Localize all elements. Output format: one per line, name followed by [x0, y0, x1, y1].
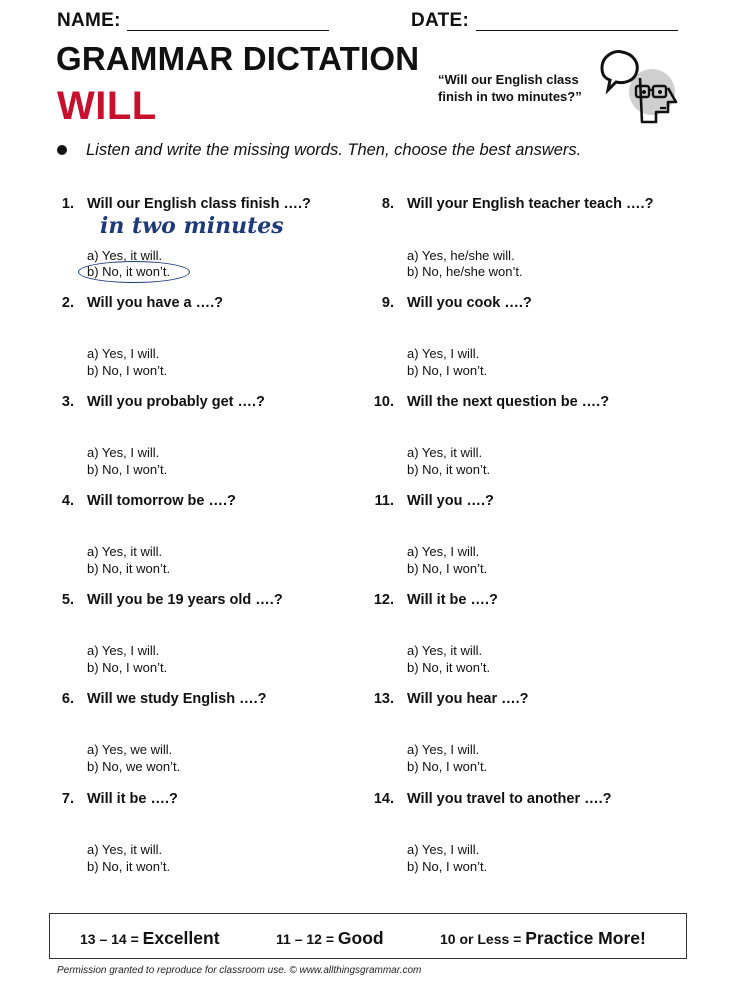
answer-option-a[interactable]: a) Yes, we will.	[87, 742, 173, 757]
score-range: 10 or Less =	[440, 931, 526, 947]
question-text: Will you ….?	[407, 493, 494, 509]
answer-option-b[interactable]: b) No, he/she won’t.	[407, 264, 523, 279]
question-text: Will it be ….?	[87, 791, 178, 807]
instruction-text: Listen and write the missing words. Then, choose the best answers.	[86, 141, 582, 159]
date-label: DATE:	[411, 10, 470, 31]
bullet-icon	[57, 145, 67, 155]
question-text: Will you probably get ….?	[87, 394, 265, 410]
answer-option-b[interactable]: b) No, it won’t.	[407, 462, 491, 477]
name-field[interactable]	[127, 10, 329, 31]
answer-option-a[interactable]: a) Yes, I will.	[407, 346, 480, 361]
question-text: Will our English class finish ….?	[87, 196, 311, 212]
score-label: Excellent	[142, 928, 220, 948]
question-text: Will you travel to another ….?	[407, 791, 612, 807]
question-number: 13.	[373, 691, 394, 707]
question-number: 6.	[61, 691, 74, 707]
answer-option-b[interactable]: b) No, I won’t.	[407, 561, 488, 576]
answer-option-b[interactable]: b) No, I won’t.	[87, 363, 168, 378]
example-quote	[438, 71, 582, 105]
question-number: 8.	[381, 196, 394, 212]
question-number: 7.	[61, 791, 74, 807]
score-range: 13 – 14 =	[80, 931, 143, 947]
answer-option-a[interactable]: a) Yes, it will.	[407, 643, 483, 658]
question-number: 11.	[374, 493, 394, 509]
selected-answer-circle	[78, 261, 190, 283]
question-number: 1.	[61, 196, 74, 212]
question-text: Will tomorrow be ….?	[87, 493, 236, 509]
score-label: Good	[337, 928, 384, 948]
score-good	[276, 928, 384, 949]
name-label: NAME:	[57, 10, 121, 31]
answer-option-a[interactable]: a) Yes, I will.	[407, 544, 480, 559]
speaker-face-icon	[596, 48, 680, 128]
page-subtitle: WILL	[57, 84, 157, 128]
question-number: 3.	[61, 394, 74, 410]
score-label: Practice More!	[525, 928, 646, 948]
answer-option-b[interactable]: b) No, I won’t.	[407, 759, 488, 774]
answer-option-a[interactable]: a) Yes, it will.	[87, 248, 163, 263]
question-text: Will you be 19 years old ….?	[87, 592, 283, 608]
answer-option-a[interactable]: a) Yes, I will.	[87, 643, 160, 658]
answer-option-a[interactable]: a) Yes, he/she will.	[407, 248, 515, 263]
question-number: 12.	[373, 592, 394, 608]
question-number: 10.	[373, 394, 394, 410]
copyright-footer: Permission granted to reproduce for classroom use. © www.allthingsgrammar.com	[57, 965, 422, 976]
answer-option-a[interactable]: a) Yes, it will.	[407, 445, 483, 460]
score-excellent	[80, 928, 220, 949]
answer-option-a[interactable]: a) Yes, I will.	[87, 445, 160, 460]
handwritten-answer: in two minutes	[100, 213, 284, 239]
answer-option-b[interactable]: b) No, it won’t.	[87, 561, 171, 576]
answer-option-b[interactable]: b) No, I won’t.	[87, 660, 168, 675]
question-text: Will it be ….?	[407, 592, 498, 608]
page-title: GRAMMAR DICTATION	[56, 40, 420, 77]
question-text: Will you hear ….?	[407, 691, 529, 707]
answer-option-b[interactable]: b) No, it won’t.	[87, 264, 171, 279]
answer-option-a[interactable]: a) Yes, I will.	[407, 842, 480, 857]
question-number: 9.	[381, 295, 394, 311]
quote-line-2: finish in two minutes?”	[438, 89, 582, 104]
answer-option-b[interactable]: b) No, it won’t.	[87, 859, 171, 874]
question-number: 4.	[61, 493, 74, 509]
question-text: Will we study English ….?	[87, 691, 267, 707]
question-text: Will your English teacher teach ….?	[407, 196, 654, 212]
score-range: 11 – 12 =	[276, 931, 338, 947]
answer-option-b[interactable]: b) No, I won’t.	[407, 363, 488, 378]
question-number: 14.	[373, 791, 394, 807]
answer-option-a[interactable]: a) Yes, it will.	[87, 544, 163, 559]
question-text: Will the next question be ….?	[407, 394, 610, 410]
quote-line-1: “Will our English class	[438, 72, 579, 87]
question-number: 2.	[61, 295, 74, 311]
answer-option-a[interactable]: a) Yes, I will.	[87, 346, 160, 361]
answer-option-a[interactable]: a) Yes, it will.	[87, 842, 163, 857]
answer-option-b[interactable]: b) No, it won’t.	[407, 660, 491, 675]
answer-option-b[interactable]: b) No, I won’t.	[407, 859, 488, 874]
answer-option-a[interactable]: a) Yes, I will.	[407, 742, 480, 757]
question-text: Will you cook ….?	[407, 295, 532, 311]
score-practice	[440, 928, 646, 949]
question-number: 5.	[61, 592, 74, 608]
question-text: Will you have a ….?	[87, 295, 224, 311]
answer-option-b[interactable]: b) No, we won’t.	[87, 759, 181, 774]
date-field[interactable]	[476, 10, 678, 31]
answer-option-b[interactable]: b) No, I won’t.	[87, 462, 168, 477]
